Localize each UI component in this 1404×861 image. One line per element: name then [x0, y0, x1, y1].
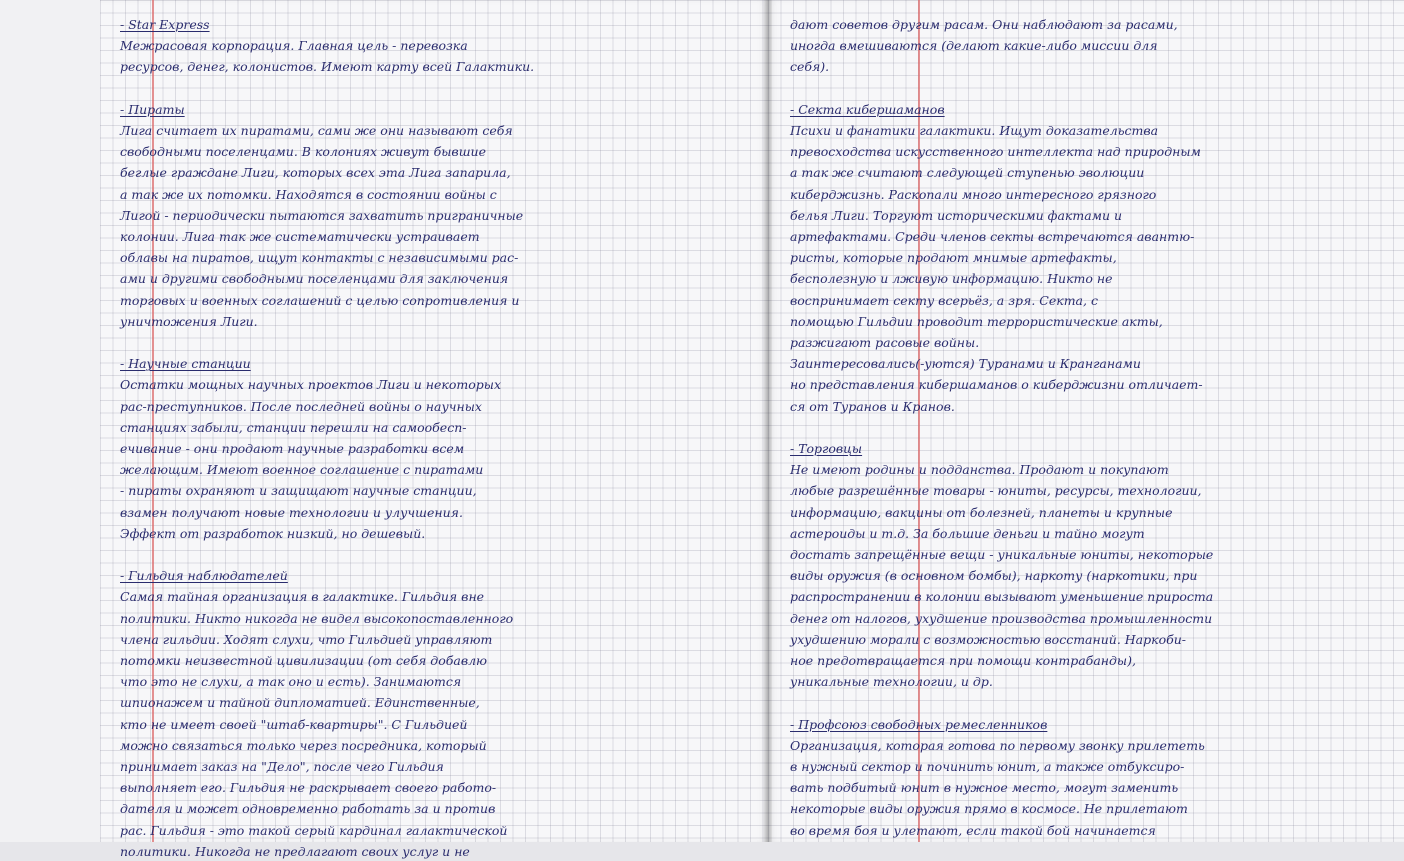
handwritten-line: распространении в колонии вызывают уменьшение прироста — [790, 589, 1214, 605]
handwritten-line: белья Лиги. Торгуют историческими фактами и — [790, 207, 1123, 223]
right-page-section — [790, 78, 1400, 417]
section-heading: - Гильдия наблюдателей — [120, 568, 288, 584]
right-page-section — [790, 692, 1400, 840]
handwritten-line: уничтожения Лиги. — [120, 313, 258, 329]
handwritten-line: ечивание - они продают научные разработки всем — [120, 441, 465, 457]
handwritten-line: политики. Никто никогда не видел высокопоставленного — [120, 610, 514, 626]
handwritten-line: бесполезную и лживую информацию. Никто не — [790, 271, 1113, 287]
handwritten-line: уникальные технологии, и др. — [790, 674, 993, 690]
handwritten-line: разжигают расовые войны. — [790, 335, 980, 351]
handwritten-line: ами и другими свободными поселенцами для заключения — [120, 271, 509, 287]
handwritten-line: кто не имеет своей "штаб-квартиры". С Гильдией — [120, 716, 468, 732]
section-spacer — [120, 332, 760, 353]
notebook-gutter — [764, 0, 772, 842]
right-page-section — [790, 14, 1400, 78]
left-page-section — [120, 332, 760, 544]
handwritten-line: превосходства искусственного интеллекта над природным — [790, 144, 1201, 160]
handwritten-line: иногда вмешиваются (делают какие-либо миссии для — [790, 38, 1158, 54]
section-heading: - Star Express — [120, 17, 210, 32]
left-page-section — [120, 14, 760, 78]
handwritten-line: ристы, которые продают мнимые артефакты, — [790, 250, 1117, 266]
handwritten-line: Лига считает их пиратами, сами же они называют себя — [120, 123, 513, 138]
right-page-section — [790, 417, 1400, 693]
section-heading: - Профсоюз свободных ремесленников — [790, 716, 1048, 732]
handwritten-line: информацию, вакцины от болезней, планеты и крупные — [790, 504, 1173, 520]
handwritten-line: киберджизнь. Раскопали много интересного грязного — [790, 186, 1157, 202]
handwritten-line: желающим. Имеют военное соглашение с пиратами — [120, 462, 484, 478]
handwritten-line: Психи и фанатики галактики. Ищут доказательства — [790, 123, 1159, 138]
section-spacer — [120, 544, 760, 565]
handwritten-line: а так же их потомки. Находятся в состоянии войны с — [120, 186, 497, 202]
handwritten-line: любые разрешённые товары - юниты, ресурсы, технологии, — [790, 483, 1202, 499]
handwritten-line: ся от Туранов и Кранов. — [790, 398, 955, 414]
handwritten-line: колонии. Лига так же систематически устраивает — [120, 229, 480, 245]
handwritten-line: Заинтересовались(-уются) Туранами и Кранганами — [790, 356, 1141, 372]
left-page-section — [120, 544, 760, 861]
handwritten-line: принимает заказ на "Дело", после чего Гильдия — [120, 759, 444, 775]
section-heading: - Секта кибершаманов — [790, 101, 945, 117]
handwritten-line: Не имеют родины и подданства. Продают и покупают — [790, 462, 1169, 478]
handwritten-line: дают советов другим расам. Они наблюдают за расами, — [790, 17, 1178, 32]
handwritten-line: торговых и военных соглашений с целью сопротивления и — [120, 292, 520, 308]
handwritten-line: денег от налогов, ухудшение производства промышленности — [790, 610, 1213, 626]
handwritten-line: Эффект от разработок низкий, но дешевый. — [120, 525, 426, 541]
handwritten-line: рас. Гильдия - это такой серый кардинал галактической — [120, 822, 508, 838]
handwritten-line: свободными поселенцами. В колониях живут бывшие — [120, 144, 486, 160]
handwritten-line: вать подбитый юнит в нужное место, могут заменить — [790, 780, 1179, 796]
handwritten-line: во время боя и улетают, если такой бой начинается — [790, 822, 1156, 838]
handwritten-line: - пираты охраняют и защищают научные станции, — [120, 483, 477, 499]
handwritten-line: но представления кибершаманов о киберджизни отличает- — [790, 377, 1203, 393]
handwritten-line: себя). — [790, 59, 830, 75]
handwritten-line: Остатки мощных научных проектов Лиги и некоторых — [120, 377, 502, 393]
handwritten-line: астероиды и т.д. За большие деньги и тайно могут — [790, 525, 1145, 541]
handwritten-line: беглые граждане Лиги, которых всех эта Лига запарила, — [120, 165, 511, 181]
handwritten-line: взамен получают новые технологии и улучшения. — [120, 504, 463, 520]
handwritten-line: ное предотвращается при помощи контрабанды), — [790, 653, 1136, 669]
handwritten-line: некоторые виды оружия прямо в космосе. Не прилетают — [790, 801, 1188, 817]
handwritten-line: помощью Гильдии проводит террористические акты, — [790, 313, 1163, 329]
handwritten-line: шпионажем и тайной дипломатией. Единственные, — [120, 695, 480, 711]
section-spacer — [790, 417, 1400, 438]
handwritten-line: потомки неизвестной цивилизации (от себя добавлю — [120, 653, 488, 669]
section-spacer — [120, 78, 760, 99]
handwritten-line: члена гильдии. Ходят слухи, что Гильдией управляют — [120, 631, 493, 647]
section-spacer — [790, 78, 1400, 99]
handwritten-line: Лигой - периодически пытаются захватить приграничные — [120, 207, 524, 223]
section-heading: - Пираты — [120, 101, 185, 117]
handwritten-line: рас-преступников. После последней войны о научных — [120, 398, 482, 414]
handwritten-line: ресурсов, денег, колонистов. Имеют карту всей Галактики. — [120, 59, 535, 75]
handwritten-line: что это не слухи, а так оно и есть). Занимаются — [120, 674, 462, 690]
section-spacer — [790, 692, 1400, 713]
handwritten-line: Организация, которая готова по первому звонку прилететь — [790, 737, 1205, 753]
handwritten-line: в нужный сектор и починить юнит, а также отбуксиро- — [790, 759, 1185, 775]
section-heading: - Научные станции — [120, 356, 251, 372]
left-page-text — [120, 14, 760, 861]
handwritten-line: политики. Никогда не предлагают своих услуг и не — [120, 843, 470, 859]
handwritten-line: ухудшению морали с возможностью восстаний. Наркоби- — [790, 631, 1187, 647]
handwritten-line: станциях забыли, станции перешли на самообесп- — [120, 419, 467, 435]
handwritten-line: облавы на пиратов, ищут контакты с независимыми рас- — [120, 250, 519, 266]
handwritten-line: Самая тайная организация в галактике. Гильдия вне — [120, 589, 485, 605]
handwritten-line: выполняет его. Гильдия не раскрывает своего работо- — [120, 780, 497, 796]
right-page-text — [790, 14, 1400, 841]
handwritten-line: достать запрещённые вещи - уникальные юниты, некоторые — [790, 547, 1214, 563]
handwritten-line: а так же считают следующей ступенью эволюции — [790, 165, 1145, 181]
handwritten-line: воспринимает секту всерьёз, а зря. Секта, с — [790, 292, 1098, 308]
left-page-section — [120, 78, 760, 332]
handwritten-line: виды оружия (в основном бомбы), наркоту (наркотики, при — [790, 568, 1198, 584]
handwritten-line: Межрасовая корпорация. Главная цель - перевозка — [120, 38, 468, 54]
handwritten-line: дателя и может одновременно работать за и против — [120, 801, 496, 817]
handwritten-line: артефактами. Среди членов секты встречаются авантю- — [790, 229, 1195, 245]
handwritten-line: можно связаться только через посредника, который — [120, 737, 487, 753]
section-heading: - Торговцы — [790, 441, 863, 457]
